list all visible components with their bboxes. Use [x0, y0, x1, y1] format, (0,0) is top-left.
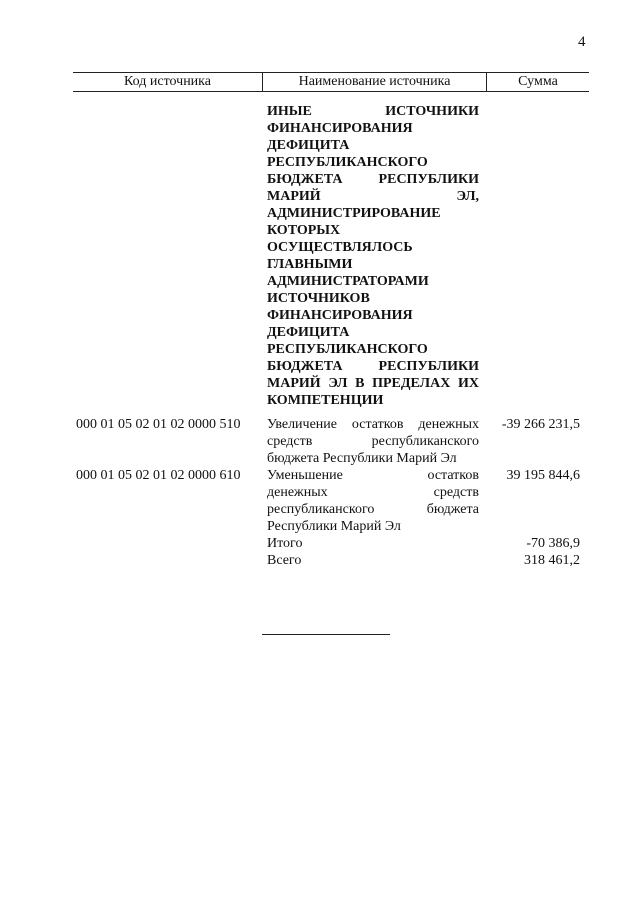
section-title-line: БЮДЖЕТА РЕСПУБЛИКИ [267, 359, 479, 374]
header-code: Код источника [124, 74, 211, 89]
header-name: Наименование источника [298, 74, 451, 89]
row-sum: -39 266 231,5 [501, 417, 580, 432]
header-bottom-rule [73, 91, 589, 92]
section-title-line: МАРИЙ ЭЛ, [267, 189, 479, 204]
header-top-rule [73, 72, 589, 73]
end-of-document-rule [262, 634, 390, 635]
row-name-line: Республики Марий Эл [267, 519, 401, 534]
total-label: Итого [267, 536, 303, 551]
section-title-line: ФИНАНСИРОВАНИЯ [267, 121, 413, 136]
row-name-line: средств республиканского [267, 434, 479, 449]
section-title-line: ФИНАНСИРОВАНИЯ [267, 308, 413, 323]
section-title-line: ИСТОЧНИКОВ [267, 291, 370, 306]
row-sum: 39 195 844,6 [506, 468, 580, 483]
section-title-line: ОСУЩЕСТВЛЯЛОСЬ [267, 240, 413, 255]
row-code: 000 01 05 02 01 02 0000 510 [76, 417, 241, 432]
row-name-line: республиканского бюджета [267, 502, 479, 517]
row-name [267, 416, 479, 467]
header-sum: Сумма [518, 74, 558, 89]
row-name-line: бюджета Республики Марий Эл [267, 451, 457, 466]
row-name-line: Увеличение остатков денежных [267, 417, 479, 432]
row-name [267, 467, 479, 535]
section-title-line: ДЕФИЦИТА [267, 325, 350, 340]
section-title-line: АДМИНИСТРАТОРАМИ [267, 274, 429, 289]
row-name-line: денежных средств [267, 485, 479, 500]
grand-total-sum: 318 461,2 [524, 553, 580, 568]
section-title-line: ГЛАВНЫМИ [267, 257, 353, 272]
row-name-line: Уменьшение остатков [267, 468, 479, 483]
page-number: 4 [578, 34, 586, 50]
section-title-line: РЕСПУБЛИКАНСКОГО [267, 155, 428, 170]
section-title-line: МАРИЙ ЭЛ В ПРЕДЕЛАХ ИХ [267, 376, 479, 391]
grand-total-label: Всего [267, 553, 302, 568]
total-sum: -70 386,9 [526, 536, 580, 551]
row-code: 000 01 05 02 01 02 0000 610 [76, 468, 241, 483]
section-title-line: КОМПЕТЕНЦИИ [267, 393, 384, 408]
section-title-line: КОТОРЫХ [267, 223, 341, 238]
section-title-line: ИНЫЕ ИСТОЧНИКИ [267, 104, 479, 119]
section-title-line: БЮДЖЕТА РЕСПУБЛИКИ [267, 172, 479, 187]
section-title-line: ДЕФИЦИТА [267, 138, 350, 153]
section-title [267, 103, 479, 409]
section-title-line: РЕСПУБЛИКАНСКОГО [267, 342, 428, 357]
section-title-line: АДМИНИСТРИРОВАНИЕ [267, 206, 441, 221]
